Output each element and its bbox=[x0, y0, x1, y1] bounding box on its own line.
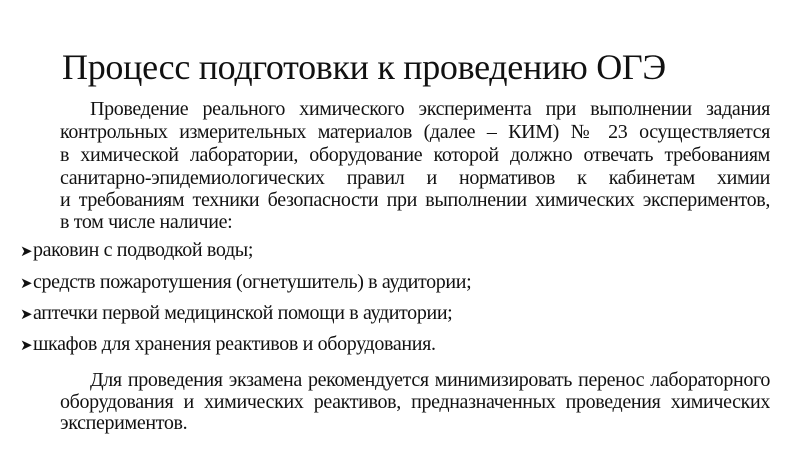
text-line: контрольных измерительных материалов (далее – КИМ) № 23 осуществляется bbox=[60, 121, 770, 143]
list-item-text: шкафов для хранения реактивов и оборудования. bbox=[33, 333, 436, 355]
list-item bbox=[20, 333, 436, 357]
arrow-bullet-icon: ➤ bbox=[20, 338, 33, 354]
text-line: экспериментов. bbox=[60, 412, 188, 434]
text-line: санитарно-эпидемиологических правил и нормативов к кабинетам химии bbox=[60, 167, 770, 189]
list-item bbox=[20, 271, 471, 295]
text-line: в химической лаборатории, оборудование которой должно отвечать требованиям bbox=[60, 144, 770, 166]
list-item bbox=[20, 302, 452, 326]
text-line: и требованиям техники безопасности при выполнении химических экспериментов, bbox=[60, 189, 770, 211]
slide-title: Процесс подготовки к проведению ОГЭ bbox=[62, 47, 666, 87]
text-line: в том числе наличие: bbox=[60, 211, 233, 233]
text-line: Проведение реального химического эксперимента при выполнении задания bbox=[90, 98, 770, 120]
arrow-bullet-icon: ➤ bbox=[20, 244, 33, 260]
text-line: Для проведения экзамена рекомендуется минимизировать перенос лабораторного bbox=[90, 369, 770, 391]
list-item-text: раковин с подводкой воды; bbox=[33, 239, 254, 261]
list-item bbox=[20, 239, 253, 263]
arrow-bullet-icon: ➤ bbox=[20, 276, 33, 292]
list-item-text: средств пожаротушения (огнетушитель) в аудитории; bbox=[33, 271, 472, 293]
arrow-bullet-icon: ➤ bbox=[20, 307, 33, 323]
text-line: оборудования и химических реактивов, предназначенных проведения химических bbox=[60, 391, 770, 413]
list-item-text: аптечки первой медицинской помощи в аудитории; bbox=[33, 302, 453, 324]
